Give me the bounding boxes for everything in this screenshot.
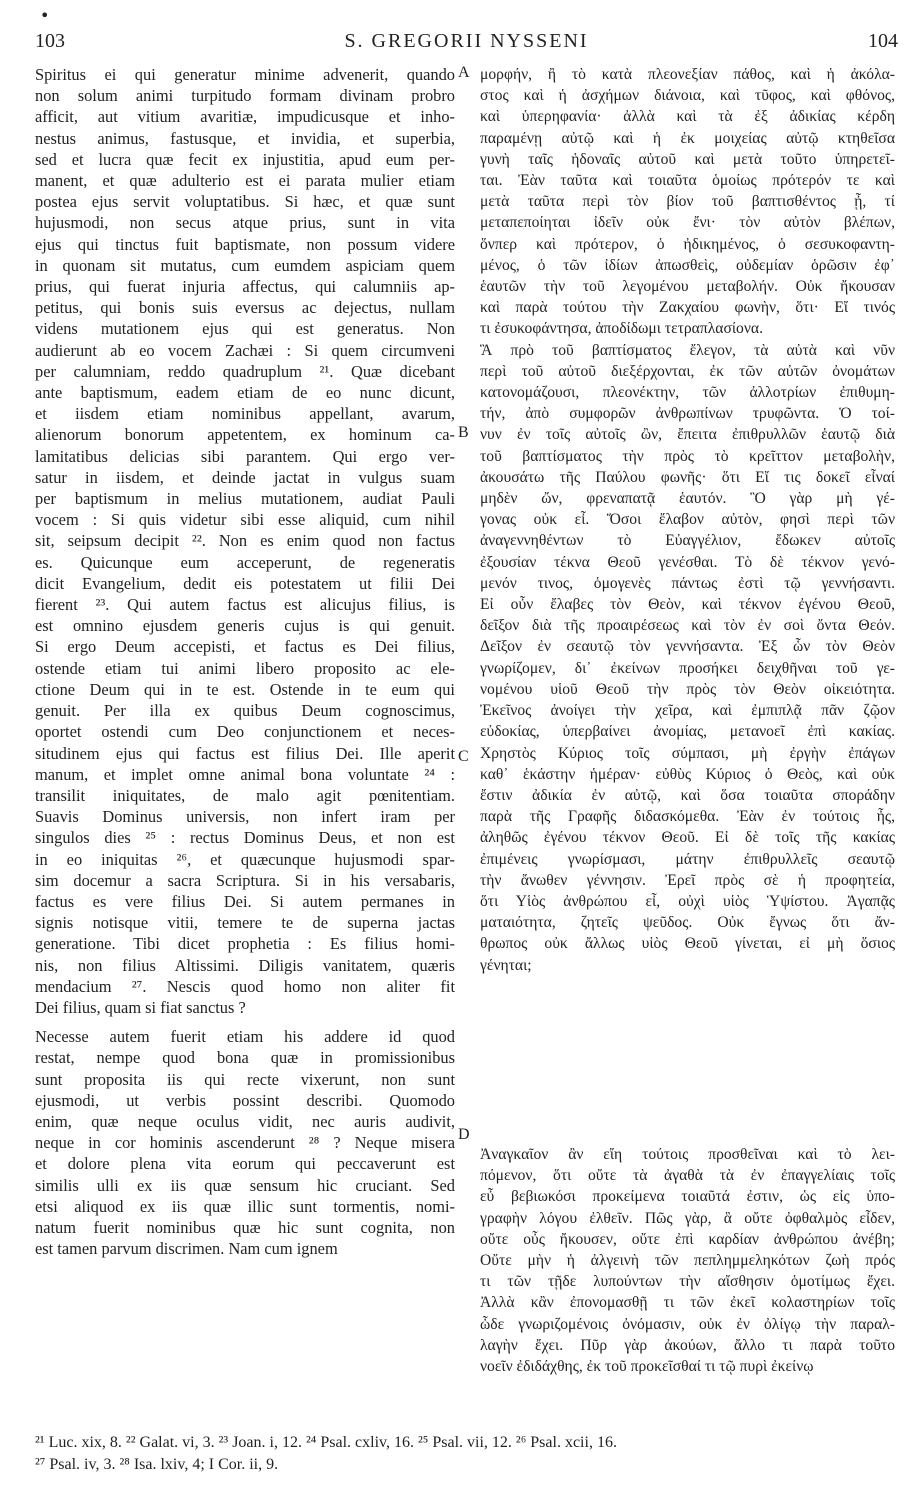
text-line: oportet ostendi cum Deo conjunctionem et neces- xyxy=(35,722,455,742)
text-line: Dei filius, quam si fiat sanctus ? xyxy=(35,997,246,1017)
text-line: ἑαυτῶν τὴν τοῦ λεγομένου μεταβολήν. Οὐκ ἤκουσαν xyxy=(480,278,895,296)
text-line: generatione. Tibi dicet prophetia : Es filius homi- xyxy=(35,934,455,954)
text-line: λαγὴν ἔχει. Πῦρ γὰρ ἀκούων, ἄλλο τι παρὰ τοῦτο xyxy=(480,1336,895,1354)
text-line: lamitatibus delicias sibi parantem. Qui ergo ver- xyxy=(35,446,455,466)
text-line: ὧδε γνωριζομένοις ὀνόμασιν, οὐκ ἐν ὀλίγῳ τὴν παραλ- xyxy=(480,1315,895,1333)
text-line: similis ulli ex iis quæ sensum hic cruciant. Sed xyxy=(35,1175,455,1195)
text-line: ejusmodi, ut verbis possint describi. Quomodo xyxy=(35,1090,455,1110)
text-line: natum fuerit nominibus quæ hic sunt cognita, non xyxy=(35,1217,455,1237)
page-number-right: 104 xyxy=(868,30,898,52)
text-line: Suavis Dominus universis, non infert iram per xyxy=(35,807,455,827)
text-line: τήν, ἀπὸ συμφορῶν ἀνθρωπίνων τρυφῶντα. Ὁ τοί- xyxy=(480,405,895,423)
text-line: Ἀναγκαῖον ἂν εἴη τούτοις προσθεῖναι καὶ τὸ λει- xyxy=(480,1146,895,1163)
text-line: Ἃ πρὸ τοῦ βαπτίσματος ἔλεγον, τὰ αὐτὰ καὶ νῦν xyxy=(480,341,895,359)
text-line: τι τῶν τῇδε λυπούντων τὴν αἴσθησιν ὁμοτίμως ἔχει. xyxy=(480,1273,895,1291)
footnote-line: ²¹ Luc. xix, 8. ²² Galat. vi, 3. ²³ Joan. i, 12. ²⁴ Psal. cxliv, 16. ²⁵ Psal. vii, 12. ²⁶ Psal. xcii, 16. xyxy=(35,1434,617,1451)
text-line: ἀναγεννηθέντων τὸ Εὐαγγέλιον, ἔδωκεν αὐτοῖς xyxy=(480,532,895,550)
column-marker-d: D xyxy=(458,1126,470,1143)
text-line: μορφήν, ἢ τὸ κατὰ πλεονεξίαν πάθος, καὶ ἡ ἀκόλα- xyxy=(480,66,895,83)
running-title: S. GREGORII NYSSENI xyxy=(344,30,589,52)
text-line: καὶ ὑπερηφανία· ἀλλὰ καὶ τὰ ἐξ ἀδικίας κέρδη xyxy=(480,108,895,126)
text-line: τοῦ βαπτίσματος τὴν πρὸς τὸ κρεῖττον μεταβολὴν, xyxy=(480,447,895,465)
text-line: γένηται; xyxy=(480,956,532,974)
text-line: hujusmodi, non secus atque prius, sunt in vita xyxy=(35,213,455,233)
column-marker-c: C xyxy=(458,748,469,765)
page-number-left: 103 xyxy=(35,30,65,52)
text-line: fierent ²³. Qui autem factus est alicujus filius, is xyxy=(35,595,455,615)
text-line: postea ejus servit voluptatibus. Si hæc, et quæ sunt xyxy=(35,192,455,212)
text-line: ὅτι Υἱὸς ἀνθρώπου εἶ, οὐχὶ υἱὸς Ὑψίστου. Ἀγαπᾷς xyxy=(480,892,895,910)
text-line: μηδὲν ὤν, φρεναπατᾷ ἑαυτόν. Ὃ γὰρ μὴ γέ- xyxy=(480,490,895,508)
text-line: et iisdem etiam nominibus appellant, avarum, xyxy=(35,404,455,424)
text-line: ται. Ἐὰν ταῦτα καὶ τοιαῦτα ὁμοίως πρότερόν τε καὶ xyxy=(480,172,895,190)
text-line: sim docemur a sacra Scriptura. Si in his versabaris, xyxy=(35,870,455,890)
text-line: ματαιότητα, ζητεῖς ψεῦδος. Οὐκ ἔγνως ὅτι ἄν- xyxy=(480,914,895,932)
text-line: παρὰ τῆς Γραφῆς διδασκόμεθα. Ἐὰν ἐν τούτοις ἦς, xyxy=(480,808,895,826)
text-line: per baptismum in melius mutationem, audiat Pauli xyxy=(35,489,455,509)
text-line: θρωπος οὐκ ἄλλως υἱὸς Θεοῦ γίνεται, εἰ μὴ ὅσιος xyxy=(480,935,895,953)
text-line: petitus, qui bonis suis eversus ac dejectus, nullam xyxy=(35,298,455,318)
text-line: est omnino ejusdem generis cujus is qui genuit. xyxy=(35,616,455,636)
latin-column xyxy=(35,64,455,1259)
text-line: μένος, ὁ τῶν ἰδίων ἀπωσθεὶς, οὐδεμίαν ὁρῶσιν ἐφ᾽ xyxy=(480,256,895,274)
text-line: καὶ παρὰ τούτου τὴν Ζακχαίου φωνὴν, ὅτι· Εἴ τινός xyxy=(480,299,895,317)
text-line: audierunt ab eo vocem Zachæi : Si quem circumveni xyxy=(35,340,455,360)
text-line: νυν ἐν τοῖς αὐτοῖς ὢν, ἔπειτα ἐπιθρυλλῶν ἑαυτῷ διὰ xyxy=(480,426,895,444)
text-line: dicit Evangelium, dedit eis potestatem ut filii Dei xyxy=(35,573,455,593)
text-line: in eo iniquitas ²⁶, et quæcunque hujusmodi spar- xyxy=(35,849,455,869)
text-line: afficit, aut vitium avaritiæ, impudicusque et inho- xyxy=(35,107,455,127)
text-line: εὐδοκίας, ὑπερβαίνει ἀνομίας, μετανοεῖ ἐπὶ κακίας. xyxy=(480,723,895,741)
text-line: παραμένῃ αὐτῷ καὶ ἡ ἐκ μοιχείας αὐτῷ κτηθεῖσα xyxy=(480,129,895,147)
text-line: sit, seipsum decipit ²². Non es enim quod non factus xyxy=(35,531,455,551)
text-line: μεταπεποίηται ἰδεῖν οὐκ ἔνι· τὸν αὐτὸν βλέπων, xyxy=(480,214,895,232)
text-line: γνωρίζομεν, δι᾽ ἐκείνων προσήκει δειχθῆναι τοῦ γε- xyxy=(480,659,895,677)
text-line: ἀκουσάτω τῆς Παύλου φωνῆς· ὅτι Εἴ τις δοκεῖ εἶναί xyxy=(480,468,895,486)
text-line: γονας οὐκ εἶ. Ὅσοι ἔλαβον αὐτὸν, φησὶ περὶ τῶν xyxy=(480,511,895,529)
text-line: singulos dies ²⁵ : rectus Dominus Deus, et non est xyxy=(35,828,455,848)
text-line: περὶ τοῦ αὐτοῦ διεξέρχονται, ἐκ τῶν αὐτῶν ὀνομάτων xyxy=(480,362,895,380)
text-line: Ἐκεῖνος ἀνοίγει τὴν χεῖρα, καὶ ἐμπιπλᾷ πᾶν ζῷον xyxy=(480,702,895,720)
text-line: transilit iniquitates, de malo agit pœnitentiam. xyxy=(35,785,455,805)
column-marker-a: A xyxy=(458,64,470,81)
text-line: ἐξουσίαν τέκνα Θεοῦ γενέσθαι. Τὸ δὲ τέκνον γενό- xyxy=(480,553,895,571)
text-line: genuit. Per illa ex quibus Deum cognoscimus, xyxy=(35,701,455,721)
text-line: Χρηστὸς Κύριος τοῖς σύμπασι, μὴ ἐργὴν ἐπάγων xyxy=(480,744,895,762)
text-line: Εἰ οὖν ἔλαβες τὸν Θεὸν, καὶ τέκνον ἐγένου Θεοῦ, xyxy=(480,596,895,614)
text-line: sunt proposita iis qui recte vixerunt, non sunt xyxy=(35,1069,455,1089)
text-line: mendacium ²⁷. Nescis quod homo non aliter fit xyxy=(35,976,455,996)
text-line: prius, qui fuerat injuria affectus, qui calumniis ap- xyxy=(35,277,455,297)
footnotes xyxy=(35,1432,895,1476)
text-line: alienorum bonorum appetentem, ex hominum ca- xyxy=(35,425,455,445)
text-line: es. Quicunque eum acceperunt, de regeneratis xyxy=(35,552,455,572)
text-line: μετὰ ταῦτα περὶ τὸν βίον τοῦ βαπτισθέντος ᾖ, τί xyxy=(480,193,895,211)
text-line: non solum animi turpitudo formam divinam probro xyxy=(35,86,455,106)
text-line: Si ergo Deum accepisti, et factus es Dei filius, xyxy=(35,637,455,657)
greek-column-top xyxy=(480,64,895,976)
text-line: εὖ βεβιωκόσι προκείμενα τοιαῦτά ἐστιν, ὡς εἰς ὑπο- xyxy=(480,1188,895,1206)
text-line: ὅνπερ καὶ πρότερον, ὁ ἠδικημένος, ὁ σεσυκοφαντη- xyxy=(480,235,895,253)
text-line: ἀληθῶς ἐγένου τέκνον Θεοῦ. Εἰ δὲ τοῖς τῆς κακίας xyxy=(480,829,895,847)
text-line: Ἀλλὰ κἂν ἐπονομασθῇ τι τῶν ἐκεῖ κολαστηρίων τοῖς xyxy=(480,1294,895,1312)
text-line: οὔτε οὖς ἤκουσεν, οὔτε ἐπὶ καρδίαν ἀνθρώπου ἀνέβη; xyxy=(480,1230,895,1248)
text-line: in quonam sit mutatus, cum eumdem aspiciam quem xyxy=(35,255,455,275)
text-line: manum, et implet omne animal bona voluntate ²⁴ : xyxy=(35,764,455,784)
text-line: nis, non filius Altissimi. Diligis vanitatem, quæris xyxy=(35,955,455,975)
text-line: γυνὴ ταῖς ἡδοναῖς αὐτοῦ καὶ μετὰ τοῦτο ὑπηρετεῖ- xyxy=(480,150,895,168)
text-line: situdinem ejus qui factus est filius Dei. Ille aperit xyxy=(35,743,455,763)
text-line: sed et lucra quæ fecit ex injustitia, apud eum per- xyxy=(35,149,455,169)
text-line: κατονομάζουσι, πλεονέκτην, τῶν ἀλλοτρίων ἐπιθυμη- xyxy=(480,384,895,402)
text-line: Spiritus ei qui generatur minime advenerit, quando xyxy=(35,65,455,84)
greek-column-bottom xyxy=(480,1144,895,1377)
text-line: ἔστιν ἀδικία ἐν αὐτῷ, καὶ ὅσα τοιαῦτα σποράδην xyxy=(480,786,895,804)
text-line: enim, quæ neque oculus vidit, nec auris audivit, xyxy=(35,1111,455,1131)
text-line: factus es vere filius Dei. Si autem permanes in xyxy=(35,891,455,911)
text-line: ostende etiam tui animi libero proposito ac ele- xyxy=(35,658,455,678)
text-line: στος καὶ ἡ ἀσχήμων διάνοια, καὶ τῦφος, καὶ φθόνος, xyxy=(480,87,895,105)
text-line: γραφὴν λόγου ἐλθεῖν. Πῶς γὰρ, ἃ οὔτε ὀφθαλμὸς εἶδεν, xyxy=(480,1209,895,1227)
footnote-line: ²⁷ Psal. iv, 3. ²⁸ Isa. lxiv, 4; I Cor. ii, 9. xyxy=(35,1456,279,1473)
text-line: restat, nempe quod bona quæ in promissionibus xyxy=(35,1048,455,1068)
margin-dot: • xyxy=(40,6,50,25)
text-line: nestus animus, fastusque, et invidia, et superbia, xyxy=(35,128,455,148)
text-line: Necesse autem fuerit etiam his addere id quod xyxy=(35,1027,455,1047)
text-line: manent, et quæ adulterio est ei parata mulier etiam xyxy=(35,171,455,191)
text-line: neque in cor hominis ascenderunt ²⁸ ? Neque misera xyxy=(35,1133,455,1153)
text-line: πόμενον, ὅτι οὔτε τὰ ἀγαθὰ τὰ ἐν ἐπαγγελίαις τοῖς xyxy=(480,1167,895,1185)
text-line: ante baptismum, eadem etiam de eo nunc dicunt, xyxy=(35,383,455,403)
text-line: satur in iisdem, et deinde jactat in vulgus suam xyxy=(35,467,455,487)
text-line: μενόν τινος, ὁμογενὲς πάντως ἐστὶ τῷ γεννήσαντι. xyxy=(480,574,895,592)
text-line: ἐπιμένεις γνωρίσμασι, μάτην ἐπιθρυλλεῖς σεαυτῷ xyxy=(480,850,895,868)
text-line: est tamen parvum discrimen. Nam cum ignem xyxy=(35,1239,338,1259)
text-line: ctione Deum qui in te est. Ostende in te eum qui xyxy=(35,679,455,699)
running-header xyxy=(35,30,898,58)
text-line: ejus qui tinctus fuit baptismate, non possum videre xyxy=(35,234,455,254)
text-line: per calumniam, reddo quadruplum ²¹. Quæ dicebant xyxy=(35,361,455,381)
text-line: νομένου υἱοῦ Θεοῦ τὴν πρὸς τὸν Θεὸν οἰκειότητα. xyxy=(480,680,895,698)
text-line: et dolore plena vita eorum qui peccaverunt est xyxy=(35,1154,455,1174)
column-marker-b: B xyxy=(458,424,469,441)
text-line: etsi aliquod ex iis quæ illic sunt tormentis, nomi- xyxy=(35,1196,455,1216)
text-line: τι ἐσυκοφάντησα, ἀποδίδωμι τετραπλασίονα. xyxy=(480,320,763,338)
text-line: Δεῖξον ἐν σεαυτῷ τὸν γεννήσαντα. Ἐξ ὧν τὸν Θεὸν xyxy=(480,638,895,656)
text-line: videns mutationem ejus qui est generatus. Non xyxy=(35,319,455,339)
text-line: Οὔτε μὴν ἡ ἀλγεινὴ τῶν πεπλημμεληκότων ζωὴ πρός xyxy=(480,1252,895,1270)
text-line: δεῖξον διὰ τῆς προαιρέσεως καὶ τὸν ἐν σοὶ ὄντα Θεόν. xyxy=(480,617,895,635)
text-line: τὴν ἄνωθεν γέννησιν. Ἐρεῖ πρὸς σὲ ἡ προφητεία, xyxy=(480,871,895,889)
text-line: vocem : Si quis videtur sibi esse aliquid, cum nihil xyxy=(35,510,455,530)
text-line: signis notisque vitii, temere te de superna jactas xyxy=(35,913,455,933)
text-line: νοεῖν ἐδιδάχθης, ἐκ τοῦ προκεῖσθαί τι τῷ πυρὶ ἐκείνῳ xyxy=(480,1358,814,1376)
text-line: καθ᾽ ἑκάστην ἡμέραν· εὐθὺς Κύριος ὁ Θεὸς, καὶ οὐκ xyxy=(480,765,895,783)
